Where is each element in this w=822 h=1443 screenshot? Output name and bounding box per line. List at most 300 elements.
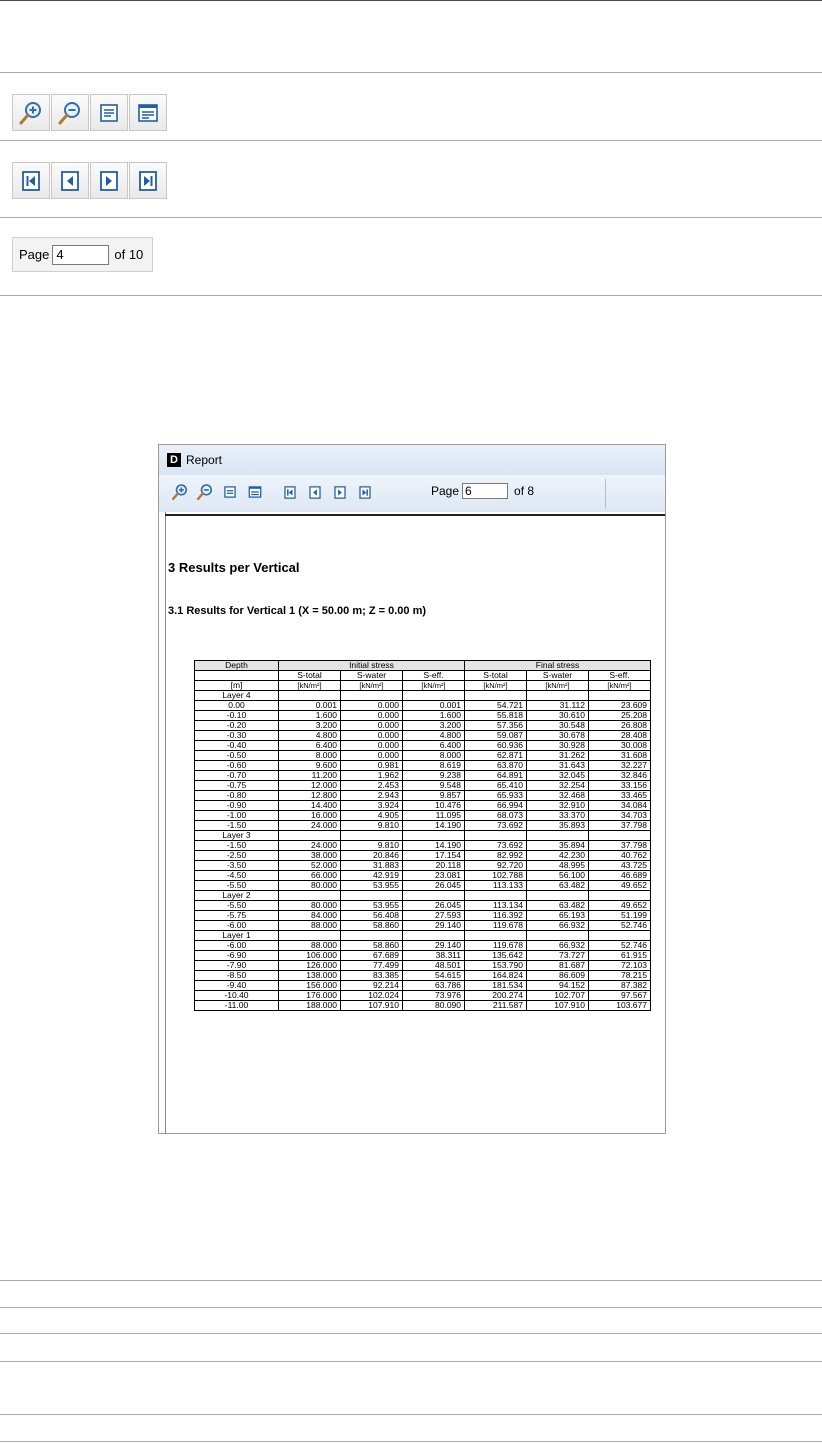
value-cell: 4.905 <box>341 811 403 821</box>
empty-cell <box>403 831 465 841</box>
table-row <box>195 811 651 821</box>
report-titlebar <box>159 445 665 475</box>
table-row <box>195 971 651 981</box>
header-initial-stress: Initial stress <box>279 661 465 671</box>
depth-cell: -0.80 <box>195 791 279 801</box>
empty-cell <box>403 931 465 941</box>
value-cell: 34.084 <box>589 801 651 811</box>
value-cell: 6.400 <box>279 741 341 751</box>
depth-cell: -1.50 <box>195 841 279 851</box>
fit-width-button[interactable] <box>221 483 239 501</box>
empty-cell <box>527 831 589 841</box>
value-cell: 30.008 <box>589 741 651 751</box>
table-row <box>195 791 651 801</box>
depth-cell: -6.00 <box>195 921 279 931</box>
value-cell: 27.593 <box>403 911 465 921</box>
value-cell: 63.786 <box>403 981 465 991</box>
value-cell: 9.857 <box>403 791 465 801</box>
depth-cell: -8.50 <box>195 971 279 981</box>
table-row <box>195 941 651 951</box>
layer-row <box>195 931 651 941</box>
value-cell: 53.955 <box>341 901 403 911</box>
value-cell: 20.118 <box>403 861 465 871</box>
empty-cell <box>279 831 341 841</box>
value-cell: 38.311 <box>403 951 465 961</box>
layer-row <box>195 831 651 841</box>
depth-unit: [m] <box>195 681 279 691</box>
value-cell: 65.410 <box>465 781 527 791</box>
column-header: S-total <box>465 671 527 681</box>
value-cell: 10.476 <box>403 801 465 811</box>
value-cell: 61.915 <box>589 951 651 961</box>
value-cell: 164.824 <box>465 971 527 981</box>
empty-cell <box>279 931 341 941</box>
fit-page-button[interactable] <box>129 94 167 131</box>
section-heading: 3 Results per Vertical <box>168 560 300 575</box>
value-cell: 68.073 <box>465 811 527 821</box>
row-divider <box>0 1280 822 1281</box>
value-cell: 38.000 <box>279 851 341 861</box>
empty-cell <box>465 691 527 701</box>
depth-cell: -4.50 <box>195 871 279 881</box>
value-cell: 102.707 <box>527 991 589 1001</box>
row-divider <box>0 295 822 296</box>
value-cell: 42.919 <box>341 871 403 881</box>
table-unit-row <box>195 681 651 691</box>
value-cell: 80.090 <box>403 1001 465 1011</box>
table-row <box>195 1001 651 1011</box>
value-cell: 1.600 <box>403 711 465 721</box>
page-count-label: of 10 <box>114 247 144 262</box>
value-cell: 30.610 <box>527 711 589 721</box>
value-cell: 30.548 <box>527 721 589 731</box>
value-cell: 32.468 <box>527 791 589 801</box>
fit-page-button[interactable] <box>246 483 264 501</box>
layer-row <box>195 891 651 901</box>
value-cell: 81.687 <box>527 961 589 971</box>
value-cell: 52.746 <box>589 921 651 931</box>
value-cell: 35.894 <box>527 841 589 851</box>
value-cell: 48.501 <box>403 961 465 971</box>
row-divider <box>0 1414 822 1415</box>
value-cell: 153.790 <box>465 961 527 971</box>
value-cell: 52.000 <box>279 861 341 871</box>
zoom-toolbar <box>12 94 167 131</box>
value-cell: 31.643 <box>527 761 589 771</box>
value-cell: 64.891 <box>465 771 527 781</box>
value-cell: 119.678 <box>465 921 527 931</box>
value-cell: 78.215 <box>589 971 651 981</box>
value-cell: 2.453 <box>341 781 403 791</box>
table-row <box>195 711 651 721</box>
value-cell: 20.846 <box>341 851 403 861</box>
report-window <box>158 444 666 1134</box>
table-row <box>195 921 651 931</box>
depth-cell: -9.40 <box>195 981 279 991</box>
column-header: S-water <box>527 671 589 681</box>
navigation-toolbar <box>12 162 167 199</box>
last-page-icon <box>137 169 159 193</box>
value-cell: 106.000 <box>279 951 341 961</box>
value-cell: 33.156 <box>589 781 651 791</box>
page-number-input[interactable]: 4 <box>52 245 109 265</box>
next-page-icon <box>98 169 120 193</box>
first-page-icon <box>283 485 297 500</box>
value-cell: 24.000 <box>279 841 341 851</box>
value-cell: 113.133 <box>465 881 527 891</box>
first-page-button[interactable] <box>281 483 299 501</box>
depth-cell: -0.20 <box>195 721 279 731</box>
value-cell: 94.152 <box>527 981 589 991</box>
table-row <box>195 981 651 991</box>
next-page-button[interactable] <box>331 483 349 501</box>
empty-cell <box>341 931 403 941</box>
value-cell: 135.642 <box>465 951 527 961</box>
value-cell: 8.000 <box>279 751 341 761</box>
depth-cell: -0.90 <box>195 801 279 811</box>
table-row <box>195 761 651 771</box>
zoom-in-button[interactable] <box>171 483 189 501</box>
value-cell: 72.103 <box>589 961 651 971</box>
report-document <box>159 512 665 1133</box>
value-cell: 29.140 <box>403 921 465 931</box>
value-cell: 156.000 <box>279 981 341 991</box>
table-row <box>195 781 651 791</box>
value-cell: 88.000 <box>279 921 341 931</box>
last-page-icon <box>358 485 372 500</box>
value-cell: 33.465 <box>589 791 651 801</box>
value-cell: 9.810 <box>341 841 403 851</box>
row-divider <box>0 1441 822 1442</box>
next-page-icon <box>333 485 347 500</box>
page-control <box>12 237 153 272</box>
layer-label: Layer 4 <box>195 691 279 701</box>
value-cell: 0.000 <box>341 701 403 711</box>
last-page-button[interactable] <box>356 483 374 501</box>
value-cell: 1.600 <box>279 711 341 721</box>
value-cell: 54.721 <box>465 701 527 711</box>
value-cell: 1.962 <box>341 771 403 781</box>
row-divider <box>0 217 822 218</box>
value-cell: 37.798 <box>589 841 651 851</box>
column-header: S-total <box>279 671 341 681</box>
value-cell: 43.725 <box>589 861 651 871</box>
table-row <box>195 701 651 711</box>
depth-cell: -0.50 <box>195 751 279 761</box>
value-cell: 63.870 <box>465 761 527 771</box>
depth-cell: -11.00 <box>195 1001 279 1011</box>
fit-width-button[interactable] <box>90 94 128 131</box>
next-page-button[interactable] <box>90 162 128 199</box>
row-divider <box>0 140 822 141</box>
empty-cell <box>341 831 403 841</box>
value-cell: 52.746 <box>589 941 651 951</box>
empty-cell <box>589 931 651 941</box>
depth-cell: -0.70 <box>195 771 279 781</box>
value-cell: 86.609 <box>527 971 589 981</box>
value-cell: 126.000 <box>279 961 341 971</box>
value-cell: 26.045 <box>403 901 465 911</box>
value-cell: 113.134 <box>465 901 527 911</box>
page-edge <box>165 512 166 1133</box>
table-row <box>195 951 651 961</box>
table-row <box>195 881 651 891</box>
value-cell: 82.992 <box>465 851 527 861</box>
value-cell: 40.762 <box>589 851 651 861</box>
value-cell: 66.932 <box>527 941 589 951</box>
value-cell: 181.534 <box>465 981 527 991</box>
value-cell: 37.798 <box>589 821 651 831</box>
column-header: S-water <box>341 671 403 681</box>
value-cell: 54.615 <box>403 971 465 981</box>
value-cell: 51.199 <box>589 911 651 921</box>
value-cell: 84.000 <box>279 911 341 921</box>
depth-cell: -1.50 <box>195 821 279 831</box>
depth-cell: -5.75 <box>195 911 279 921</box>
value-cell: 55.818 <box>465 711 527 721</box>
first-page-icon <box>20 169 42 193</box>
value-cell: 4.800 <box>403 731 465 741</box>
value-cell: 30.928 <box>527 741 589 751</box>
value-cell: 58.860 <box>341 921 403 931</box>
value-cell: 9.600 <box>279 761 341 771</box>
layer-label: Layer 1 <box>195 931 279 941</box>
value-cell: 9.548 <box>403 781 465 791</box>
value-cell: 23.081 <box>403 871 465 881</box>
value-cell: 24.000 <box>279 821 341 831</box>
empty-cell <box>527 891 589 901</box>
value-cell: 12.000 <box>279 781 341 791</box>
value-cell: 92.720 <box>465 861 527 871</box>
table-row <box>195 961 651 971</box>
fit-width-icon <box>223 485 237 499</box>
page-edge <box>165 514 665 516</box>
first-page-button[interactable] <box>12 162 50 199</box>
empty-cell <box>465 891 527 901</box>
value-cell: 16.000 <box>279 811 341 821</box>
value-cell: 23.609 <box>589 701 651 711</box>
value-cell: 3.200 <box>403 721 465 731</box>
value-cell: 31.883 <box>341 861 403 871</box>
value-cell: 0.000 <box>341 731 403 741</box>
value-cell: 17.154 <box>403 851 465 861</box>
page-label: Page <box>19 247 50 262</box>
row-divider <box>0 72 822 73</box>
zoom-out-button[interactable] <box>51 94 89 131</box>
toolbar-separator <box>605 479 606 508</box>
value-cell: 0.000 <box>341 741 403 751</box>
value-cell: 116.392 <box>465 911 527 921</box>
value-cell: 14.190 <box>403 821 465 831</box>
value-cell: 31.608 <box>589 751 651 761</box>
column-unit: [kN/m²] <box>465 681 527 691</box>
depth-cell: -5.50 <box>195 881 279 891</box>
value-cell: 73.692 <box>465 841 527 851</box>
top-border <box>0 0 822 1</box>
value-cell: 103.677 <box>589 1001 651 1011</box>
value-cell: 65.933 <box>465 791 527 801</box>
value-cell: 32.045 <box>527 771 589 781</box>
value-cell: 11.095 <box>403 811 465 821</box>
value-cell: 46.689 <box>589 871 651 881</box>
empty-cell <box>589 831 651 841</box>
report-page-control <box>431 483 534 499</box>
value-cell: 63.482 <box>527 901 589 911</box>
value-cell: 73.692 <box>465 821 527 831</box>
value-cell: 11.200 <box>279 771 341 781</box>
empty-cell <box>341 691 403 701</box>
value-cell: 107.910 <box>341 1001 403 1011</box>
report-toolbar <box>159 475 665 513</box>
value-cell: 102.024 <box>341 991 403 1001</box>
value-cell: 56.100 <box>527 871 589 881</box>
value-cell: 8.619 <box>403 761 465 771</box>
table-header-row <box>195 671 651 681</box>
depth-cell: -3.50 <box>195 861 279 871</box>
column-unit: [kN/m²] <box>527 681 589 691</box>
table-row <box>195 771 651 781</box>
value-cell: 119.678 <box>465 941 527 951</box>
column-unit: [kN/m²] <box>589 681 651 691</box>
column-unit: [kN/m²] <box>403 681 465 691</box>
value-cell: 176.000 <box>279 991 341 1001</box>
value-cell: 97.567 <box>589 991 651 1001</box>
value-cell: 32.846 <box>589 771 651 781</box>
row-divider <box>0 1361 822 1362</box>
zoom-out-icon <box>196 483 214 501</box>
fit-page-icon <box>137 102 159 124</box>
header-final-stress: Final stress <box>465 661 651 671</box>
empty-cell <box>527 691 589 701</box>
value-cell: 26.808 <box>589 721 651 731</box>
value-cell: 88.000 <box>279 941 341 951</box>
previous-page-button[interactable] <box>51 162 89 199</box>
value-cell: 0.000 <box>341 711 403 721</box>
previous-page-button[interactable] <box>306 483 324 501</box>
value-cell: 49.652 <box>589 881 651 891</box>
value-cell: 53.955 <box>341 881 403 891</box>
value-cell: 26.045 <box>403 881 465 891</box>
report-window-title: Report <box>186 453 223 467</box>
value-cell: 200.274 <box>465 991 527 1001</box>
value-cell: 65.193 <box>527 911 589 921</box>
empty-cell <box>465 831 527 841</box>
table-row <box>195 721 651 731</box>
value-cell: 31.112 <box>527 701 589 711</box>
value-cell: 60.936 <box>465 741 527 751</box>
value-cell: 9.810 <box>341 821 403 831</box>
value-cell: 102.788 <box>465 871 527 881</box>
last-page-button[interactable] <box>129 162 167 199</box>
value-cell: 63.482 <box>527 881 589 891</box>
value-cell: 92.214 <box>341 981 403 991</box>
row-divider <box>0 1333 822 1334</box>
depth-cell: -6.00 <box>195 941 279 951</box>
table-row <box>195 821 651 831</box>
zoom-out-icon <box>57 100 83 126</box>
value-cell: 58.860 <box>341 941 403 951</box>
empty-cell <box>341 891 403 901</box>
table-row <box>195 841 651 851</box>
value-cell: 14.400 <box>279 801 341 811</box>
empty-cell <box>279 691 341 701</box>
value-cell: 56.408 <box>341 911 403 921</box>
value-cell: 28.408 <box>589 731 651 741</box>
depth-cell: -0.30 <box>195 731 279 741</box>
fit-width-icon <box>98 102 120 124</box>
empty-cell <box>403 891 465 901</box>
value-cell: 66.932 <box>527 921 589 931</box>
zoom-in-icon <box>18 100 44 126</box>
zoom-in-button[interactable] <box>12 94 50 131</box>
depth-cell: -10.40 <box>195 991 279 1001</box>
value-cell: 66.000 <box>279 871 341 881</box>
depth-cell: 0.00 <box>195 701 279 711</box>
value-cell: 0.000 <box>341 751 403 761</box>
value-cell: 32.254 <box>527 781 589 791</box>
row-divider <box>0 1307 822 1308</box>
value-cell: 42.230 <box>527 851 589 861</box>
value-cell: 188.000 <box>279 1001 341 1011</box>
depth-cell: -0.10 <box>195 711 279 721</box>
value-cell: 35.893 <box>527 821 589 831</box>
page-number-input[interactable]: 6 <box>462 483 508 499</box>
value-cell: 32.227 <box>589 761 651 771</box>
value-cell: 32.910 <box>527 801 589 811</box>
page-count-label: of 8 <box>514 484 535 498</box>
value-cell: 107.910 <box>527 1001 589 1011</box>
table-row <box>195 741 651 751</box>
value-cell: 29.140 <box>403 941 465 951</box>
value-cell: 62.871 <box>465 751 527 761</box>
depth-cell: -2.50 <box>195 851 279 861</box>
previous-page-icon <box>308 485 322 500</box>
value-cell: 80.000 <box>279 901 341 911</box>
subsection-heading: 3.1 Results for Vertical 1 (X = 50.00 m; Z = 0.00 m) <box>168 605 427 617</box>
value-cell: 12.800 <box>279 791 341 801</box>
depth-cell: -7.90 <box>195 961 279 971</box>
value-cell: 14.190 <box>403 841 465 851</box>
value-cell: 34.703 <box>589 811 651 821</box>
value-cell: 33.370 <box>527 811 589 821</box>
results-table <box>194 660 651 1011</box>
value-cell: 9.238 <box>403 771 465 781</box>
value-cell: 30.678 <box>527 731 589 741</box>
value-cell: 57.356 <box>465 721 527 731</box>
table-row <box>195 861 651 871</box>
value-cell: 87.382 <box>589 981 651 991</box>
value-cell: 138.000 <box>279 971 341 981</box>
table-row <box>195 751 651 761</box>
value-cell: 73.727 <box>527 951 589 961</box>
header-depth-blank <box>195 671 279 681</box>
value-cell: 6.400 <box>403 741 465 751</box>
value-cell: 31.262 <box>527 751 589 761</box>
value-cell: 49.652 <box>589 901 651 911</box>
zoom-out-button[interactable] <box>196 483 214 501</box>
column-unit: [kN/m²] <box>279 681 341 691</box>
column-header: S-eff. <box>589 671 651 681</box>
empty-cell <box>589 891 651 901</box>
value-cell: 2.943 <box>341 791 403 801</box>
depth-cell: -0.40 <box>195 741 279 751</box>
value-cell: 59.087 <box>465 731 527 741</box>
value-cell: 25.208 <box>589 711 651 721</box>
value-cell: 8.000 <box>403 751 465 761</box>
value-cell: 83.385 <box>341 971 403 981</box>
value-cell: 0.001 <box>403 701 465 711</box>
fit-page-icon <box>248 485 262 499</box>
